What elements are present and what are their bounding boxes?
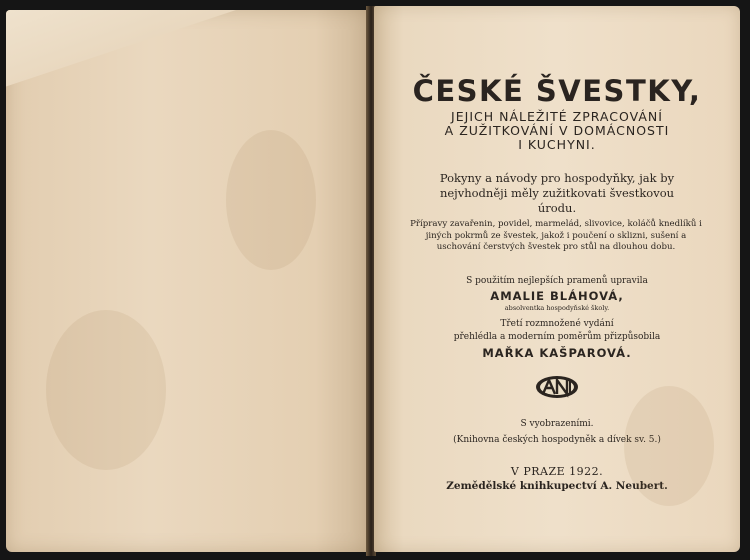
author-name: AMALIE BLÁHOVÁ,	[490, 289, 624, 303]
paper-stain	[46, 310, 166, 470]
sources-line: S použitím nejlepších pramenů upravila	[466, 276, 648, 286]
page-fold	[6, 10, 236, 100]
edition-line: Třetí rozmnožené vydání	[500, 319, 614, 329]
editor-name: MAŘKA KAŠPAROVÁ.	[482, 346, 632, 360]
series-note: (Knihovna českých hospodyněk a dívek sv. 5.)	[453, 435, 661, 445]
book-subtitle: JEJICH NÁLEŽITÉ ZPRACOVÁNÍ A ZUŽITKOVÁNÍ V DOMÁCNOSTI I KUCHYNI.	[444, 109, 670, 152]
imprint-place-year: V PRAZE 1922.	[510, 465, 604, 478]
book-instructions: Pokyny a návody pro hospodyňky, jak by nejvhodněji měly zužitkovati švestkovou úrodu.	[439, 171, 675, 215]
book-title: ČESKÉ ŠVESTKY,	[412, 74, 702, 108]
paper-stain	[624, 386, 714, 506]
illustrations-note: S vyobrazeními.	[520, 419, 594, 429]
revision-line: přehlédla a moderním poměrům přizpůsobila	[453, 332, 661, 342]
left-blank-page	[6, 10, 370, 552]
paper-stain	[226, 130, 316, 270]
publisher-monogram-icon	[534, 374, 580, 400]
title-page	[374, 6, 740, 552]
author-note: absolventka hospodyňské školy.	[504, 304, 610, 312]
book-contents-summary: Přípravy zavařenin, povidel, marmelád, slivovice, koláčů knedlíků i jiných pokrmů ze švestek, jakož i poučení o sklizni, sušení a uschování čerstvých švestek pro stůl na dlouhou dobu.	[410, 219, 702, 252]
imprint-publisher: Zemědělské knihkupectví A. Neubert.	[446, 480, 668, 492]
